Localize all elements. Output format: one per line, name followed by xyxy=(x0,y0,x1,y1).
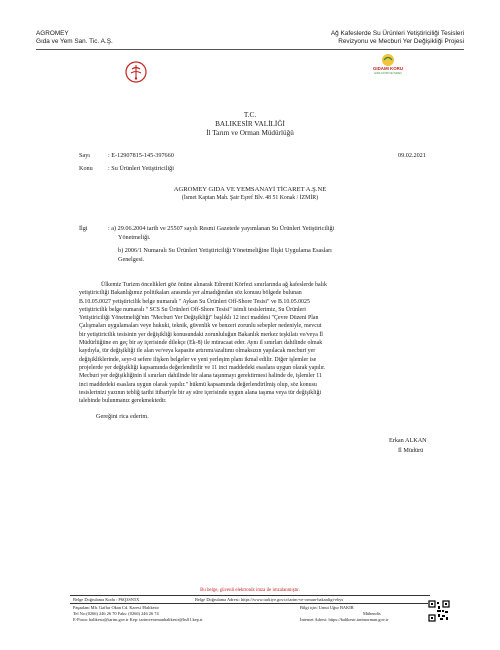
verify-address: Belge Doğrulama Adresi: https://www.turkiye.gov.tr/tarim-ve-orman-bakanligi-ebys xyxy=(195,597,344,602)
header-divider xyxy=(36,49,464,50)
signatory-name: Erkan ALKAN xyxy=(389,437,427,444)
body-line: bir yetiştiricilik tesisinin yer değişikliği konusundaki zorunluluğun Bakanlık merkez teşkilatı ve/veya İl xyxy=(79,331,323,338)
qr-code-icon xyxy=(428,600,450,622)
body-line: talebinde bulunmanız gerekmektedir. xyxy=(79,398,167,405)
footer-address: Paşaalanı Mh. Gaffar Okan Cd. Karesi /Balıkesir xyxy=(73,605,160,610)
ilgi-label: İlgi xyxy=(79,225,88,232)
body-line: Ülkemiz Turizm öncelikleri göz önüne alınarak Edremit Körfezi sınırlarında ağ kafeslerde balık xyxy=(101,282,327,288)
letter-date: 09.02.2021 xyxy=(398,152,426,159)
footer-phone: Tel No:(0266) 246 26 70 Faks: (0266) 246 26 74 xyxy=(73,611,159,616)
letterhead-directorate: İl Tarım ve Orman Müdürlüğü xyxy=(206,129,294,137)
body-line: projelerde yer değişikliği kapsamında değerlendirilir ve 11 inci maddedeki esaslara uygun olarak yapılır. xyxy=(79,364,326,371)
verify-code: Belge Doğrulama Kodu : P6Q3SN5X xyxy=(73,597,140,602)
konu-label: Konu xyxy=(79,165,93,172)
konu-value: : Su Ürünleri Yetiştiriciliği xyxy=(108,165,175,172)
project-subtitle: Revizyonu ve Mecburi Yer Değişikliği Projesi xyxy=(338,38,464,46)
letterhead-tc: T.C. xyxy=(243,111,257,119)
signatory-title: İl Müdürü xyxy=(398,447,424,454)
body-line: Müdürlüğüne en geç bir ay içerisinde dilekçe (Ek-8) ile müracaat eder. Aynı il sınırları dahilinde olmak xyxy=(79,340,323,347)
e-signature-notice: Bu belge, güvenli elektronik imza ile imzalanmıştır. xyxy=(200,588,300,593)
ilgi-a-line2: Yönetmeliği. xyxy=(118,234,151,241)
footer-info-title: Mühendis xyxy=(363,611,381,616)
footer-divider xyxy=(70,603,430,604)
body-paragraph xyxy=(79,281,445,405)
ilgi-b-line2: Genelgesi. xyxy=(118,256,145,263)
body-line: yetiştiriciliği Bakanlığımız politikaları arasında yer almadığından söz konusu bölgede bulunan xyxy=(79,290,302,297)
body-line: B.10.05.0027 yetiştiricilik belge numaralı " Aykan Su Ürünleri Off-Shore Tesisi" ve B.10.05.0025 xyxy=(79,298,310,305)
body-line: inci maddedeki esaslara uygun olarak yapılır." hükmü kapsamında değerlendirilmiş olup, söz konusu xyxy=(79,381,317,388)
company-block xyxy=(36,30,113,46)
project-title: Ağ Kafeslerde Su Ürünleri Yetiştiriciliği Tesisleri xyxy=(330,30,464,37)
campaign-logo-text: GIDAMI KORU xyxy=(372,66,403,71)
recipient-name: AGROMEY GIDA VE YEMSANAYİ TİCARET A.Ş.NE xyxy=(173,186,327,193)
ministry-logo-icon xyxy=(125,61,147,83)
body-line: kaydıyla, tür değişikliği ile alan ve/veya kapasite artırımı/azaltımı olmaksızın yapılacak mecburi yer xyxy=(79,348,316,355)
recipient-address: (İsmet Kaptan Mah. Şair Eşref Blv. 48 51 Konak / İZMİR) xyxy=(181,195,319,201)
letterhead-governorate: BALIKESİR VALİLİĞİ xyxy=(215,120,285,128)
campaign-logo-subtext: GIDA KAYBI VE İSRAFI xyxy=(374,72,402,75)
footer-info-address: İnternet Adresi: https://balikesir.tarimorman.gov.tr xyxy=(300,617,389,622)
project-block xyxy=(331,30,464,46)
body-line: yetiştiricilik belge numaralı " SCS Su Ürünleri Off-Shore Tesisi" isimli tesislerimiz, Su Ürünleri xyxy=(79,306,306,313)
body-line: Yetiştiriciliği Yönetmeliği'nin "Mecburi Yer Değişikliği" başlıklı 12 inci maddesi "Çevre Düzeni Plan xyxy=(79,315,319,322)
document-header xyxy=(0,0,500,52)
ilgi-b-line1: b) 2006/1 Numaralı Su Ürünleri Yetiştiriciliği Yönetmeliğine İlişki Uygulama Esasları xyxy=(118,247,332,254)
body-line: değişikliklerinde, seyr-ü sefere ilişken belgeler ve yeni yerleşim planı ikmal edilir. Diğer işlemler ise xyxy=(79,356,317,363)
footer-info-person: Bilgi için: Umut Uğur BAKIR xyxy=(300,605,354,610)
body-line: Mecburi yer değişikliğinin il sınırları dahilinde bir alana taşınmayı gerektirmesi halinde de, işlemler 11 xyxy=(79,373,322,380)
sayi-value: : E-12907815-145-397660 xyxy=(108,152,174,159)
body-line: Çalışmaları uygulamaları veye hukuki, teknik, güvenlik ve benzeri zorunlu sebepler nedeniyle, mevcut xyxy=(79,323,322,330)
ilgi-a-line1: : a) 29.06.2004 tarih ve 25507 sayılı Resmi Gazetede yayımlanan Su Ürünleri Yetiştiriciliği xyxy=(108,225,335,232)
sayi-label: Sayı xyxy=(79,152,91,159)
closing-line: Gereğini rica ederim. xyxy=(96,413,149,420)
company-name: AGROMEY xyxy=(36,30,69,37)
company-type: Gıda ve Yem San. Tic. A.Ş. xyxy=(36,38,113,46)
footer-email: E-Posta: balikesir@tarim.gov.tr Kep: tarimveormanbalikesir@hs01.kep.tr xyxy=(73,617,203,622)
body-line: tesislerinizi yazının tebliğ tarihi itibariyle bir ay süre içerisinde uygun alana taşıma veya tür değişikliği xyxy=(79,389,322,396)
footer-divider xyxy=(70,595,430,596)
